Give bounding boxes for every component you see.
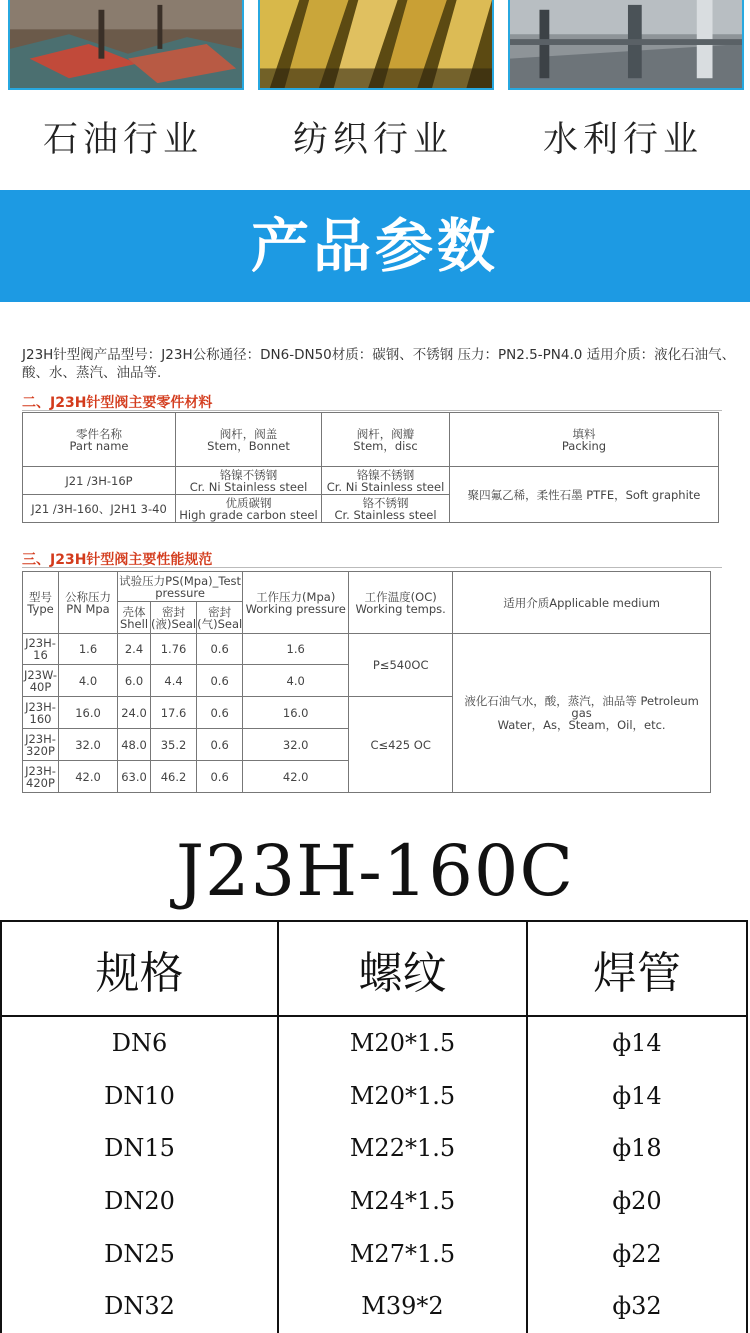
table-row	[1, 1280, 747, 1333]
perf-seal-liquid: 4.4	[151, 665, 197, 697]
parts-section-divider	[22, 410, 722, 411]
parts-section-title: 二、J23H针型阀主要零件材料	[22, 395, 213, 411]
perf-seal-liquid: 35.2	[151, 729, 197, 761]
perf-seal-gas: 0.6	[197, 665, 243, 697]
size-weld-pipe: ф18	[527, 1122, 747, 1175]
table-row	[23, 467, 719, 495]
size-spec: DN10	[1, 1070, 278, 1123]
parts-header-bonnet: 阀杆，阀盖 Stem，Bonnet	[176, 413, 322, 467]
perf-header-shell: 壳体 Shell	[118, 602, 151, 634]
perf-working-pressure: 42.0	[243, 761, 349, 793]
perf-seal-gas: 0.6	[197, 729, 243, 761]
size-spec: DN25	[1, 1227, 278, 1280]
perf-temp-high: P≤540OC	[349, 634, 453, 697]
parts-bonnet-material: 优质碳钢 High grade carbon steel	[176, 495, 322, 523]
performance-section-title: 三、J23H针型阀主要性能规范	[22, 552, 213, 568]
size-spec: DN32	[1, 1280, 278, 1333]
perf-seal-gas: 0.6	[197, 761, 243, 793]
table-row	[1, 1122, 747, 1175]
perf-shell: 63.0	[118, 761, 151, 793]
size-header-spec: 规格	[1, 921, 278, 1016]
industry-label-oil: 石油行业	[42, 120, 203, 160]
oil-field-photo	[8, 0, 244, 90]
parts-bonnet-material: 铬镍不锈钢 Cr. Ni Stainless steel	[176, 467, 322, 495]
perf-working-pressure: 1.6	[243, 634, 349, 665]
size-thread: M20*1.5	[278, 1016, 527, 1070]
table-row	[1, 1016, 747, 1070]
table-row	[1, 1175, 747, 1228]
perf-seal-liquid: 1.76	[151, 634, 197, 665]
size-thread: M20*1.5	[278, 1070, 527, 1123]
water-plant-photo	[508, 0, 744, 90]
banner-title: 产品参数	[250, 212, 499, 280]
size-thread: M24*1.5	[278, 1175, 527, 1228]
parts-material-table	[22, 412, 719, 523]
size-thread: M27*1.5	[278, 1227, 527, 1280]
perf-medium: 液化石油气水，酸，蒸汽，油品等 Petroleum gas Water，As，Steam，Oil，etc.	[453, 634, 711, 793]
perf-type: J23H- 160	[23, 697, 59, 729]
size-spec: DN20	[1, 1175, 278, 1228]
parts-header-packing: 填料 Packing	[450, 413, 719, 467]
perf-seal-gas: 0.6	[197, 634, 243, 665]
perf-seal-liquid: 17.6	[151, 697, 197, 729]
perf-header-type: 型号 Type	[23, 572, 59, 634]
perf-seal-liquid: 46.2	[151, 761, 197, 793]
size-header-weld-pipe: 焊管	[527, 921, 747, 1016]
perf-header-seal-gas: 密封 (气)Seal	[197, 602, 243, 634]
size-weld-pipe: ф20	[527, 1175, 747, 1228]
perf-header-working-temp: 工作温度(OC) Working temps.	[349, 572, 453, 634]
perf-shell: 6.0	[118, 665, 151, 697]
perf-header-medium: 适用介质Applicable medium	[453, 572, 711, 634]
perf-type: J23H- 420P	[23, 761, 59, 793]
parts-packing-material: 聚四氟乙稀，柔性石墨 PTFE，Soft graphite	[450, 467, 719, 523]
perf-temp-low: C≤425 OC	[349, 697, 453, 793]
table-row	[1, 1070, 747, 1123]
size-spec: DN15	[1, 1122, 278, 1175]
perf-working-pressure: 4.0	[243, 665, 349, 697]
size-thread: M39*2	[278, 1280, 527, 1333]
textile-machine-photo	[258, 0, 494, 90]
performance-section-divider	[22, 567, 722, 568]
size-table	[0, 920, 748, 1333]
perf-shell: 48.0	[118, 729, 151, 761]
parts-disc-material: 铬不锈钢 Cr. Stainless steel	[322, 495, 450, 523]
size-weld-pipe: ф14	[527, 1070, 747, 1123]
size-weld-pipe: ф22	[527, 1227, 747, 1280]
perf-pn: 42.0	[59, 761, 118, 793]
table-row	[23, 634, 711, 665]
perf-type: J23W- 40P	[23, 665, 59, 697]
parts-header-name: 零件名称 Part name	[23, 413, 176, 467]
model-title: J23H-160C	[176, 830, 574, 912]
perf-shell: 24.0	[118, 697, 151, 729]
size-spec: DN6	[1, 1016, 278, 1070]
parts-header-disc: 阀杆，阀瓣 Stem，disc	[322, 413, 450, 467]
perf-pn: 1.6	[59, 634, 118, 665]
parts-model: J21 /3H-160、J2H1 3-40	[23, 495, 176, 523]
table-row	[1, 1227, 747, 1280]
industry-label-textile: 纺织行业	[292, 120, 453, 160]
perf-working-pressure: 16.0	[243, 697, 349, 729]
perf-pn: 32.0	[59, 729, 118, 761]
size-thread: M22*1.5	[278, 1122, 527, 1175]
size-weld-pipe: ф32	[527, 1280, 747, 1333]
parts-disc-material: 铬镍不锈钢 Cr. Ni Stainless steel	[322, 467, 450, 495]
perf-shell: 2.4	[118, 634, 151, 665]
perf-header-test-pressure: 试验压力PS(Mpa)_Test pressure	[119, 573, 242, 600]
perf-seal-gas: 0.6	[197, 697, 243, 729]
perf-header-working-pressure: 工作压力(Mpa) Working pressure	[243, 572, 349, 634]
perf-pn: 4.0	[59, 665, 118, 697]
perf-type: J23H- 16	[23, 634, 59, 665]
parts-model: J21 /3H-16P	[23, 467, 176, 495]
perf-header-pn: 公称压力 PN Mpa	[59, 572, 118, 634]
perf-pn: 16.0	[59, 697, 118, 729]
section-banner	[0, 190, 750, 302]
perf-working-pressure: 32.0	[243, 729, 349, 761]
industry-label-water: 水利行业	[542, 120, 703, 160]
perf-type: J23H- 320P	[23, 729, 59, 761]
performance-table	[22, 571, 711, 793]
size-header-thread: 螺纹	[278, 921, 527, 1016]
product-intro: J23H针型阀产品型号：J23H公称通径：DN6-DN50材质：碳钢、不锈钢 压力：PN2.5-PN4.0 适用介质：液化石油气、酸、水、蒸汽、油品等.	[22, 347, 736, 381]
size-weld-pipe: ф14	[527, 1016, 747, 1070]
perf-header-seal-liquid: 密封 (液)Seal	[151, 602, 197, 634]
